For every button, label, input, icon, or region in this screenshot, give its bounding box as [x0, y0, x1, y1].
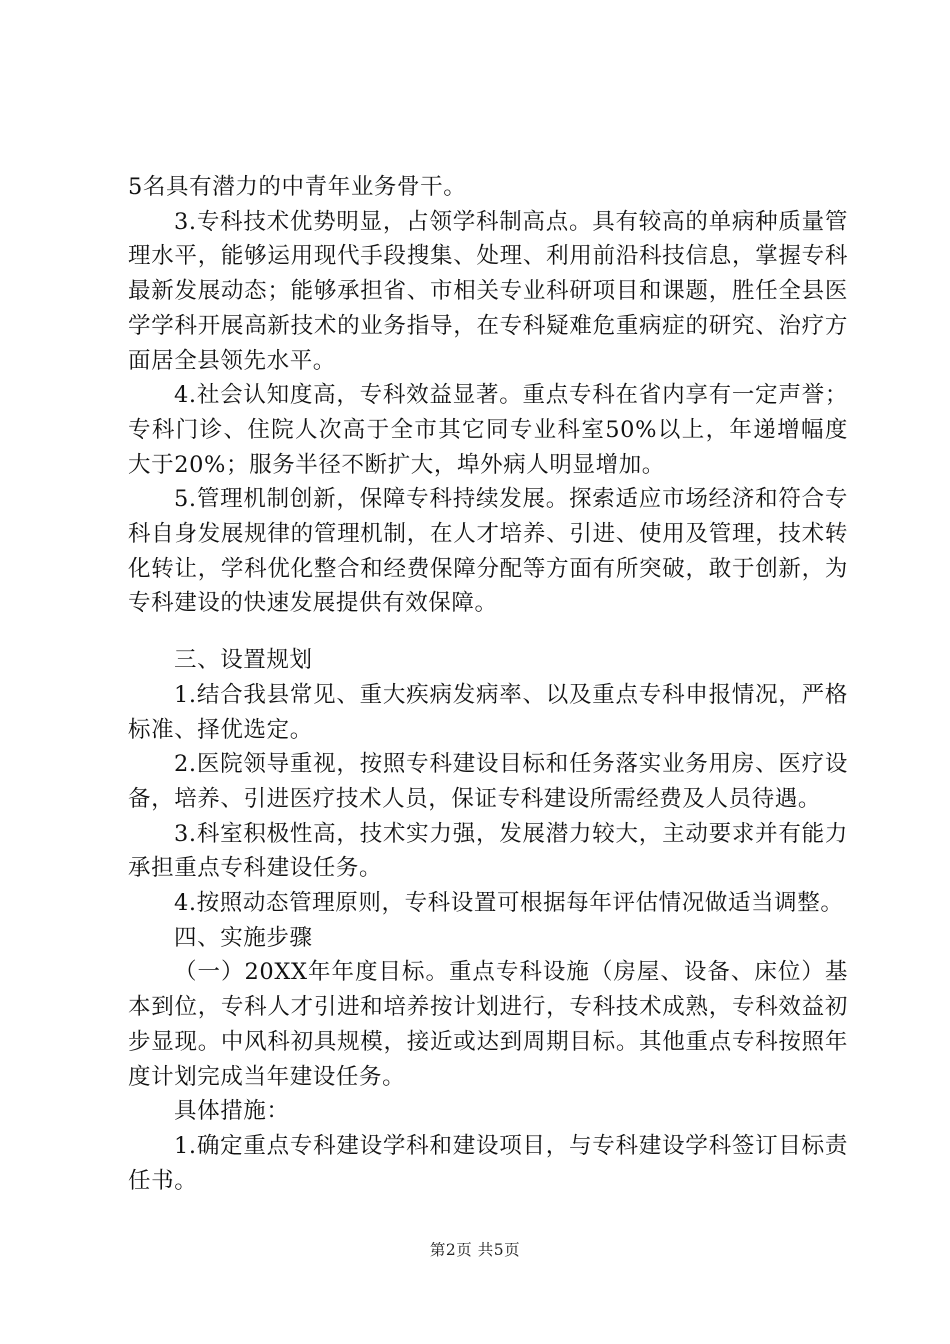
- paragraph: 1.确定重点专科建设学科和建设项目，与专科建设学科签订目标责任书。: [128, 1132, 848, 1194]
- paragraph: 4.社会认知度高，专科效益显著。重点专科在省内享有一定声誉；专科门诊、住院人次高于全市其它同专业科室50%以上，年递增幅度大于20%；服务半径不断扩大，埠外病人明显增加。: [128, 382, 848, 478]
- paragraph: 4.按照动态管理原则，专科设置可根据每年评估情况做适当调整。: [174, 890, 844, 917]
- paragraph: 1.结合我县常见、重大疾病发病率、以及重点专科申报情况，严格标准、择优选定。: [128, 681, 848, 743]
- paragraph: 3.科室积极性高，技术实力强，发展潜力较大，主动要求并有能力承担重点专科建设任务。: [128, 820, 848, 882]
- paragraph: （一）20XX年年度目标。重点专科设施（房屋、设备、床位）基本到位，专科人才引进和培养按计划进行，专科技术成熟，专科效益初步显现。中风科初具规模，接近或达到周期目标。其他重点专科按照年度计划完成当年建设任务。: [128, 959, 848, 1090]
- paragraph: 3.专科技术优势明显，占领学科制高点。具有较高的单病种质量管理水平，能够运用现代手段搜集、处理、利用前沿科技信息，掌握专科最新发展动态；能够承担省、市相关专业科研项目和课题，胜任全县医学学科开展高新技术的业务指导，在专科疑难危重病症的研究、治疗方面居全县领先水平。: [128, 208, 848, 374]
- paragraph: 5.管理机制创新，保障专科持续发展。探索适应市场经济和符合专科自身发展规律的管理机制，在人才培养、引进、使用及管理，技术转化转让，学科优化整合和经费保障分配等方面有所突破，敢于创新，为专科建设的快速发展提供有效保障。: [128, 486, 848, 617]
- paragraph: 三、设置规划: [174, 647, 313, 674]
- document-body: [128, 170, 848, 1198]
- page-footer: 第2页 共5页: [429, 1241, 521, 1259]
- paragraph: 2.医院领导重视，按照专科建设目标和任务落实业务用房、医疗设备，培养、引进医疗技术人员，保证专科建设所需经费及人员待遇。: [128, 751, 848, 812]
- paragraph: 具体措施：: [174, 1098, 290, 1125]
- paragraph: 四、实施步骤: [174, 924, 313, 951]
- paragraph: 5名具有潜力的中青年业务骨干。: [128, 174, 467, 200]
